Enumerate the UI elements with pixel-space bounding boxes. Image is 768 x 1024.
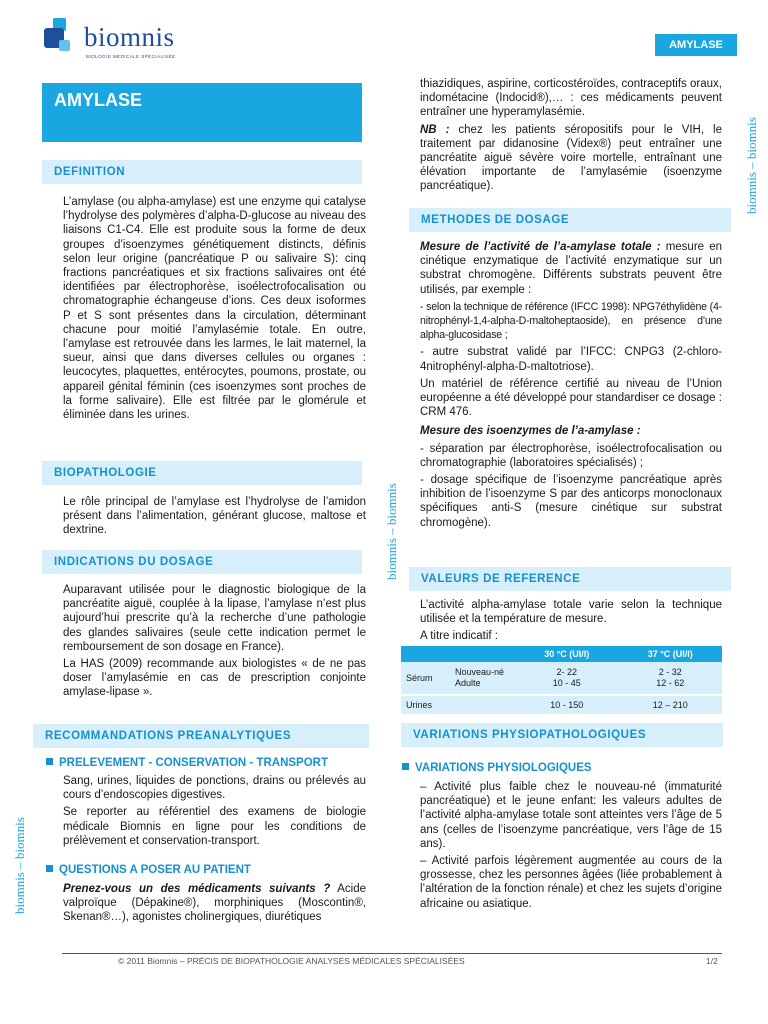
urines-label: Urines bbox=[401, 696, 455, 714]
methodes-paragraph-1 bbox=[420, 240, 722, 297]
recommandations-heading: RECOMMANDATIONS PREANALYTIQUES bbox=[33, 724, 369, 748]
methodes-paragraph-2: Un matériel de référence certifié au niveau de l’Union européenne a été développé pour standardiser ce dosage : CRM 476. bbox=[420, 377, 722, 419]
methodes-isoenzymes-title bbox=[420, 424, 722, 438]
questions-text bbox=[63, 882, 366, 928]
indications-paragraph-2: La HAS (2009) recommande aux biologistes « de ne pas doser l’amylasémie en cas de prescription conjointe amylase-lipase ». bbox=[63, 658, 366, 699]
adult-37c: 12 - 62 bbox=[656, 678, 685, 688]
logo-tagline: BIOLOGIE MÉDICALE SPÉCIALISÉE bbox=[86, 54, 176, 59]
page-title: AMYLASE bbox=[42, 83, 362, 142]
definition-heading: DEFINITION bbox=[42, 160, 362, 184]
newborn-label: Nouveau-né bbox=[455, 667, 505, 677]
table-row-serum bbox=[401, 662, 722, 694]
logo-wordmark: biomnis bbox=[84, 22, 175, 52]
indications-text bbox=[63, 583, 366, 703]
adult-30c: 10 - 45 bbox=[552, 678, 581, 688]
valeurs-heading: VALEURS DE REFERENCE bbox=[409, 567, 731, 591]
methode-iso-label: Mesure des isoenzymes de l’a-amylase : bbox=[420, 425, 641, 438]
questions-paragraph bbox=[63, 882, 366, 925]
biomnis-logo bbox=[44, 18, 194, 62]
methodes-text bbox=[420, 240, 722, 533]
table-header-empty bbox=[401, 646, 455, 662]
square-bullet-icon bbox=[46, 865, 53, 872]
urines-30c: 10 - 150 bbox=[515, 696, 619, 714]
reference-values-table bbox=[401, 646, 722, 714]
page-number: 1/2 bbox=[706, 956, 718, 966]
logo-squares-icon bbox=[44, 18, 80, 58]
urines-empty bbox=[455, 696, 515, 714]
variations-physio-subheading bbox=[402, 762, 592, 774]
methodes-bullet-1: - selon la technique de référence (IFCC 1998): NPG7éthylidène (4-nitrophényl-1,4-alpha-D-maltoheptaoside), en présence d’une alpha-glucosidase ; bbox=[420, 300, 722, 342]
variations-heading: VARIATIONS PHYSIOPATHOLOGIQUES bbox=[401, 723, 723, 747]
square-bullet-icon bbox=[46, 758, 53, 765]
variations-paragraph-2: – Activité parfois légèrement augmentée au cours de la grossesse, chez les personnes âgées (liée probablement à l’altération de la fonction rénale) et chez les sujets d’origine africaine ou asiatique. bbox=[420, 855, 722, 910]
indications-paragraph-1: Auparavant utilisée pour le diagnostic biologique de la pancréatite aiguë, couplée à la lipase, l’amylase n’est plus aujourd’hui prescrite qu’à la recherche d’une pathologie des glandes salivaires (seule cette indication permet le remboursement de son dosage en France). bbox=[63, 584, 366, 653]
valeurs-paragraph-2: A titre indicatif : bbox=[420, 630, 498, 643]
variations-text bbox=[420, 780, 722, 914]
methodes-bullet-2: - autre substrat validé par l’IFCC: CNPG3 (2-chloro-4nitrophényl-alpha-D-maltotriose). bbox=[420, 346, 722, 373]
valeurs-text bbox=[420, 598, 722, 647]
serum-37c-values bbox=[619, 662, 723, 694]
watermark-right: biomnis – biomnis bbox=[744, 117, 759, 214]
variations-physio-label: VARIATIONS PHYSIOLOGIQUES bbox=[415, 762, 592, 774]
serum-label: Sérum bbox=[401, 662, 455, 694]
serum-30c-values bbox=[515, 662, 619, 694]
newborn-37c: 2 - 32 bbox=[658, 667, 682, 677]
watermark-left: biomnis – biomnis bbox=[12, 817, 27, 914]
urines-37c: 12 – 210 bbox=[619, 696, 723, 714]
question-drugs: Acide valproïque (Dépakine®), morphiniques (Moscontin®, Skenan®…), agonistes cholinergiques, diurétiques bbox=[63, 883, 366, 924]
methodes-iso-bullet-2: - dosage spécifique de l’isoenzyme pancréatique après inhibition de l’isoenzyme S par des anticorps monoclonaux spécifiques anti-S (mesure cinétique sur substrat chromogène). bbox=[420, 474, 722, 529]
biopathologie-text bbox=[63, 495, 366, 541]
valeurs-paragraph-1: L’activité alpha-amylase totale varie selon la technique utilisée et la température de mesure. bbox=[420, 599, 722, 626]
serum-age-labels bbox=[455, 662, 515, 694]
square-bullet-icon bbox=[402, 763, 409, 770]
table-header-30c: 30 °C (UI/l) bbox=[515, 646, 619, 662]
questions-subheading-label: QUESTIONS A POSER AU PATIENT bbox=[59, 864, 251, 876]
methodes-iso-bullet-1: - séparation par électrophorèse, isoélectrofocalisation ou chromatographie (laboratoires spécialisés) ; bbox=[420, 442, 722, 469]
adult-label: Adulte bbox=[455, 678, 481, 688]
biopathologie-heading: BIOPATHOLOGIE bbox=[42, 461, 362, 485]
footer-divider bbox=[62, 953, 722, 954]
table-header-empty-2 bbox=[455, 646, 515, 662]
prelevement-text bbox=[63, 774, 366, 851]
prelevement-paragraph-2: Se reporter au référentiel des examens de biologie médicale Biomnis en ligne pour les conditions de prélèvement et conservation-transport. bbox=[63, 806, 366, 847]
drugs-continued-text bbox=[420, 77, 722, 197]
newborn-30c: 2- 22 bbox=[556, 667, 577, 677]
methode-total-label: Mesure de l’activité de l’a-amylase totale : bbox=[420, 241, 661, 253]
prelevement-subheading-label: PRELEVEMENT - CONSERVATION - TRANSPORT bbox=[59, 757, 328, 769]
variations-paragraph-1: – Activité plus faible chez le nouveau-né (immaturité pancréatique) et le jeune enfant: les valeurs adultes de l’activité alpha-amylase totale sont atteintes vers l’âge de 5 ans (celles de l’isoenzyme pancréatique, vers l’âge de 15 ans). bbox=[420, 781, 722, 850]
watermark-middle: biomnis – biomnis bbox=[384, 483, 399, 580]
indications-heading: INDICATIONS DU DOSAGE bbox=[42, 550, 362, 574]
drugs-continued-paragraph: thiazidiques, aspirine, corticostéroïdes, contraceptifs oraux, indométacine (Indocid®),… : ces médicaments peuvent entraîner une hyperamylasémie. bbox=[420, 78, 722, 119]
biopathologie-paragraph: Le rôle principal de l’amylase est l’hydrolyse de l’amidon présent dans l’alimentation, générant glucose, maltose et dextrine. bbox=[63, 496, 366, 537]
table-header-37c: 37 °C (UI/l) bbox=[619, 646, 723, 662]
nb-text: chez les patients séropositifs pour le VIH, le traitement par didanosine (Videx®) peut entraîner une pancréatite aiguë sévère voire mortelle, entraînant une élévation importante de l’amylasémie (isoenzyme pancréatique). bbox=[420, 123, 722, 193]
definition-paragraph: L’amylase (ou alpha-amylase) est une enzyme qui catalyse l’hydrolyse des polymères d’alpha-D-glucose au niveau des liaisons C1-C4. Elle est produite sous la forme de deux groupes d’isoenzymes génétiquement distincts, définis selon leur origine (pancréatique P ou salivaire S): cinq fractions pancréatiques et six fractions salivaires ont été identifiées par électrophorèse, isoélectrofocalisation ou chromatographie échangeuse d’ions. Ces deux isoformes P et S sont présentes dans la circulation, déterminant chacune pour moitié l’amylasémie totale. En outre, l’amylase est retrouvée dans les larmes, le lait maternel, la sueur, ainsi que dans diverses cellules ou organes : leucocytes, plaquettes, entérocytes, poumons, prostate, ou appareil génital féminin (ces isoenzymes sont proches de la forme salivaire). Elle est filtrée par le glomérule et éliminée dans les urines. bbox=[63, 196, 366, 422]
methode-total-text: mesure en cinétique enzymatique de l’activité enzymatique sur un substrat chromogène. Différents substrats peuvent être utilisés, par exemple : bbox=[420, 241, 722, 296]
definition-text bbox=[63, 195, 366, 425]
header-tab-amylase: AMYLASE bbox=[655, 34, 737, 56]
prelevement-subheading bbox=[46, 757, 328, 769]
questions-subheading bbox=[46, 864, 251, 876]
nb-label: NB : bbox=[420, 123, 450, 136]
nb-paragraph bbox=[420, 123, 722, 194]
footer-copyright: © 2011 Biomnis – PRÉCIS DE BIOPATHOLOGIE ANALYSES MÉDICALES SPÉCIALISÉES bbox=[118, 956, 465, 966]
table-row-urines bbox=[401, 696, 722, 714]
prelevement-paragraph-1: Sang, urines, liquides de ponctions, drains ou prélevés au cours d’endoscopies digestives. bbox=[63, 775, 366, 802]
table-header-row bbox=[401, 646, 722, 662]
methodes-heading: METHODES DE DOSAGE bbox=[409, 208, 731, 232]
question-label: Prenez-vous un des médicaments suivants ? bbox=[63, 883, 331, 895]
